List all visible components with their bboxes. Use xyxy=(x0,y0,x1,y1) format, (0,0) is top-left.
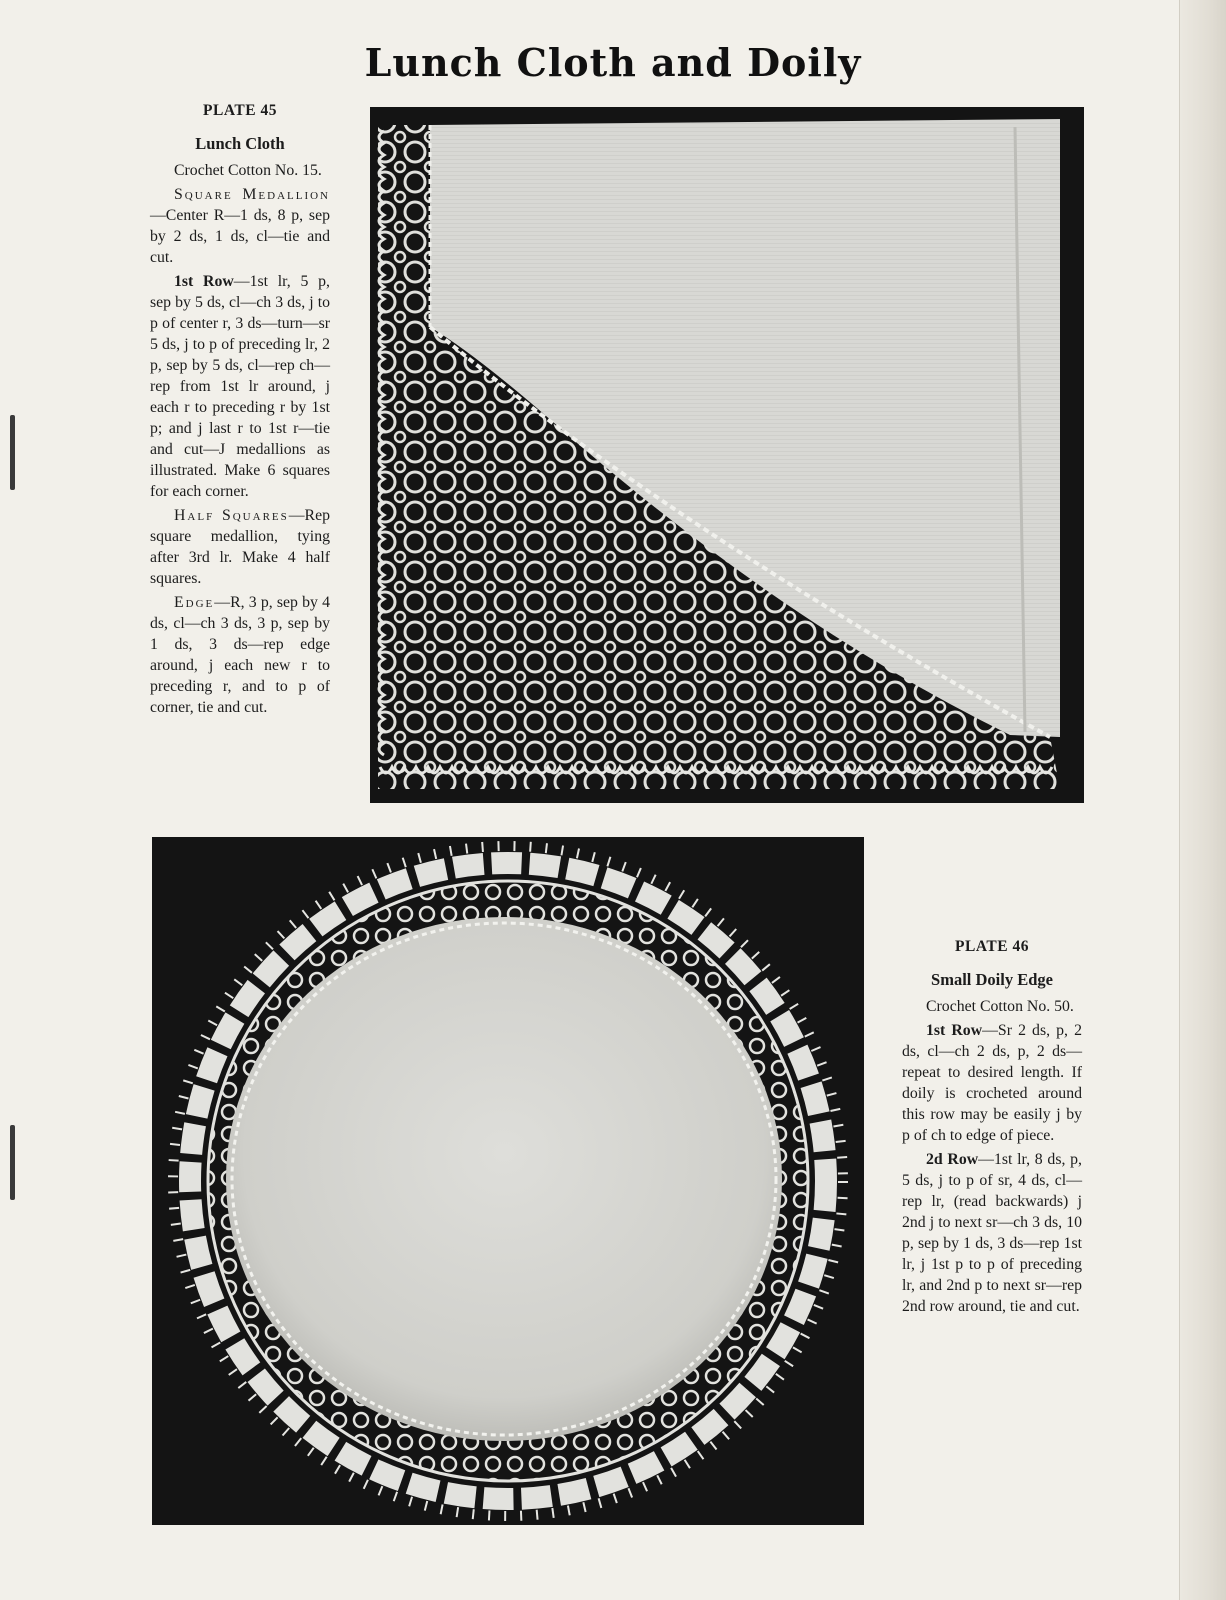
plate46-label: PLATE 46 xyxy=(955,938,1029,955)
plate45-first-row: 1st Row—1st lr, 5 p, sep by 5 ds, cl—ch 3 ds, j to p of center r, 3 ds—turn—sr 5 ds, j to p of preceding lr, 2 p, sep by 5 ds, cl—rep ch—rep from 1st lr around, j each r to preceding r by 1st p; and j last r to 1st r—tie and cut—J medallions as illustrated. Make 6 squares for each corner. xyxy=(150,273,330,500)
plate46-material: Crochet Cotton No. 50. xyxy=(926,998,1074,1015)
doily-linen-center xyxy=(226,917,782,1441)
plate45-subtitle: Lunch Cloth xyxy=(195,134,285,153)
doily-photo xyxy=(152,837,864,1525)
plate45-square-medallion: Square Medallion—Center R—1 ds, 8 p, sep by 2 ds, 1 ds, cl—tie and cut. xyxy=(150,186,330,266)
binding-staple-top xyxy=(10,415,15,490)
plate45-label: PLATE 45 xyxy=(203,102,277,119)
binding-staple-bottom xyxy=(10,1125,15,1200)
lunch-cloth-illustration xyxy=(370,107,1084,803)
plate46-subtitle: Small Doily Edge xyxy=(931,970,1053,989)
plate45-half-squares: Half Squares—Rep square medallion, tying after 3rd lr. Make 4 half squares. xyxy=(150,507,330,587)
plate46-first-row: 1st Row—Sr 2 ds, p, 2 ds, cl—ch 2 ds, p, 2 ds—repeat to desired length. If doily is crocheted around this row may be easily j by p of ch to edge of piece. xyxy=(902,1022,1082,1144)
plate46-second-row: 2d Row—1st lr, 8 ds, p, 5 ds, j to p of sr, 4 ds, cl—rep lr, (read backwards) j 2nd j to next sr—ch 3 ds, 10 p, sep by 1 ds, 3 ds—rep 1st lr, j 1st p to p of preceding lr, and 2nd p to next sr—rep 2nd row around, tie and cut. xyxy=(902,1151,1082,1315)
doily-illustration xyxy=(152,837,864,1525)
page-edge xyxy=(1179,0,1226,1600)
lunch-cloth-photo xyxy=(370,107,1084,803)
plate45-material: Crochet Cotton No. 15. xyxy=(174,162,322,179)
plate46-text xyxy=(902,936,1082,1320)
plate45-edge: Edge—R, 3 p, sep by 4 ds, cl—ch 3 ds, 3 p, sep by 1 ds, 3 ds—rep edge around, j each new r to preceding r, and to p of corner, tie and cut. xyxy=(150,594,330,716)
plate45-text xyxy=(150,100,330,721)
page-title: Lunch Cloth and Doily xyxy=(364,40,862,85)
